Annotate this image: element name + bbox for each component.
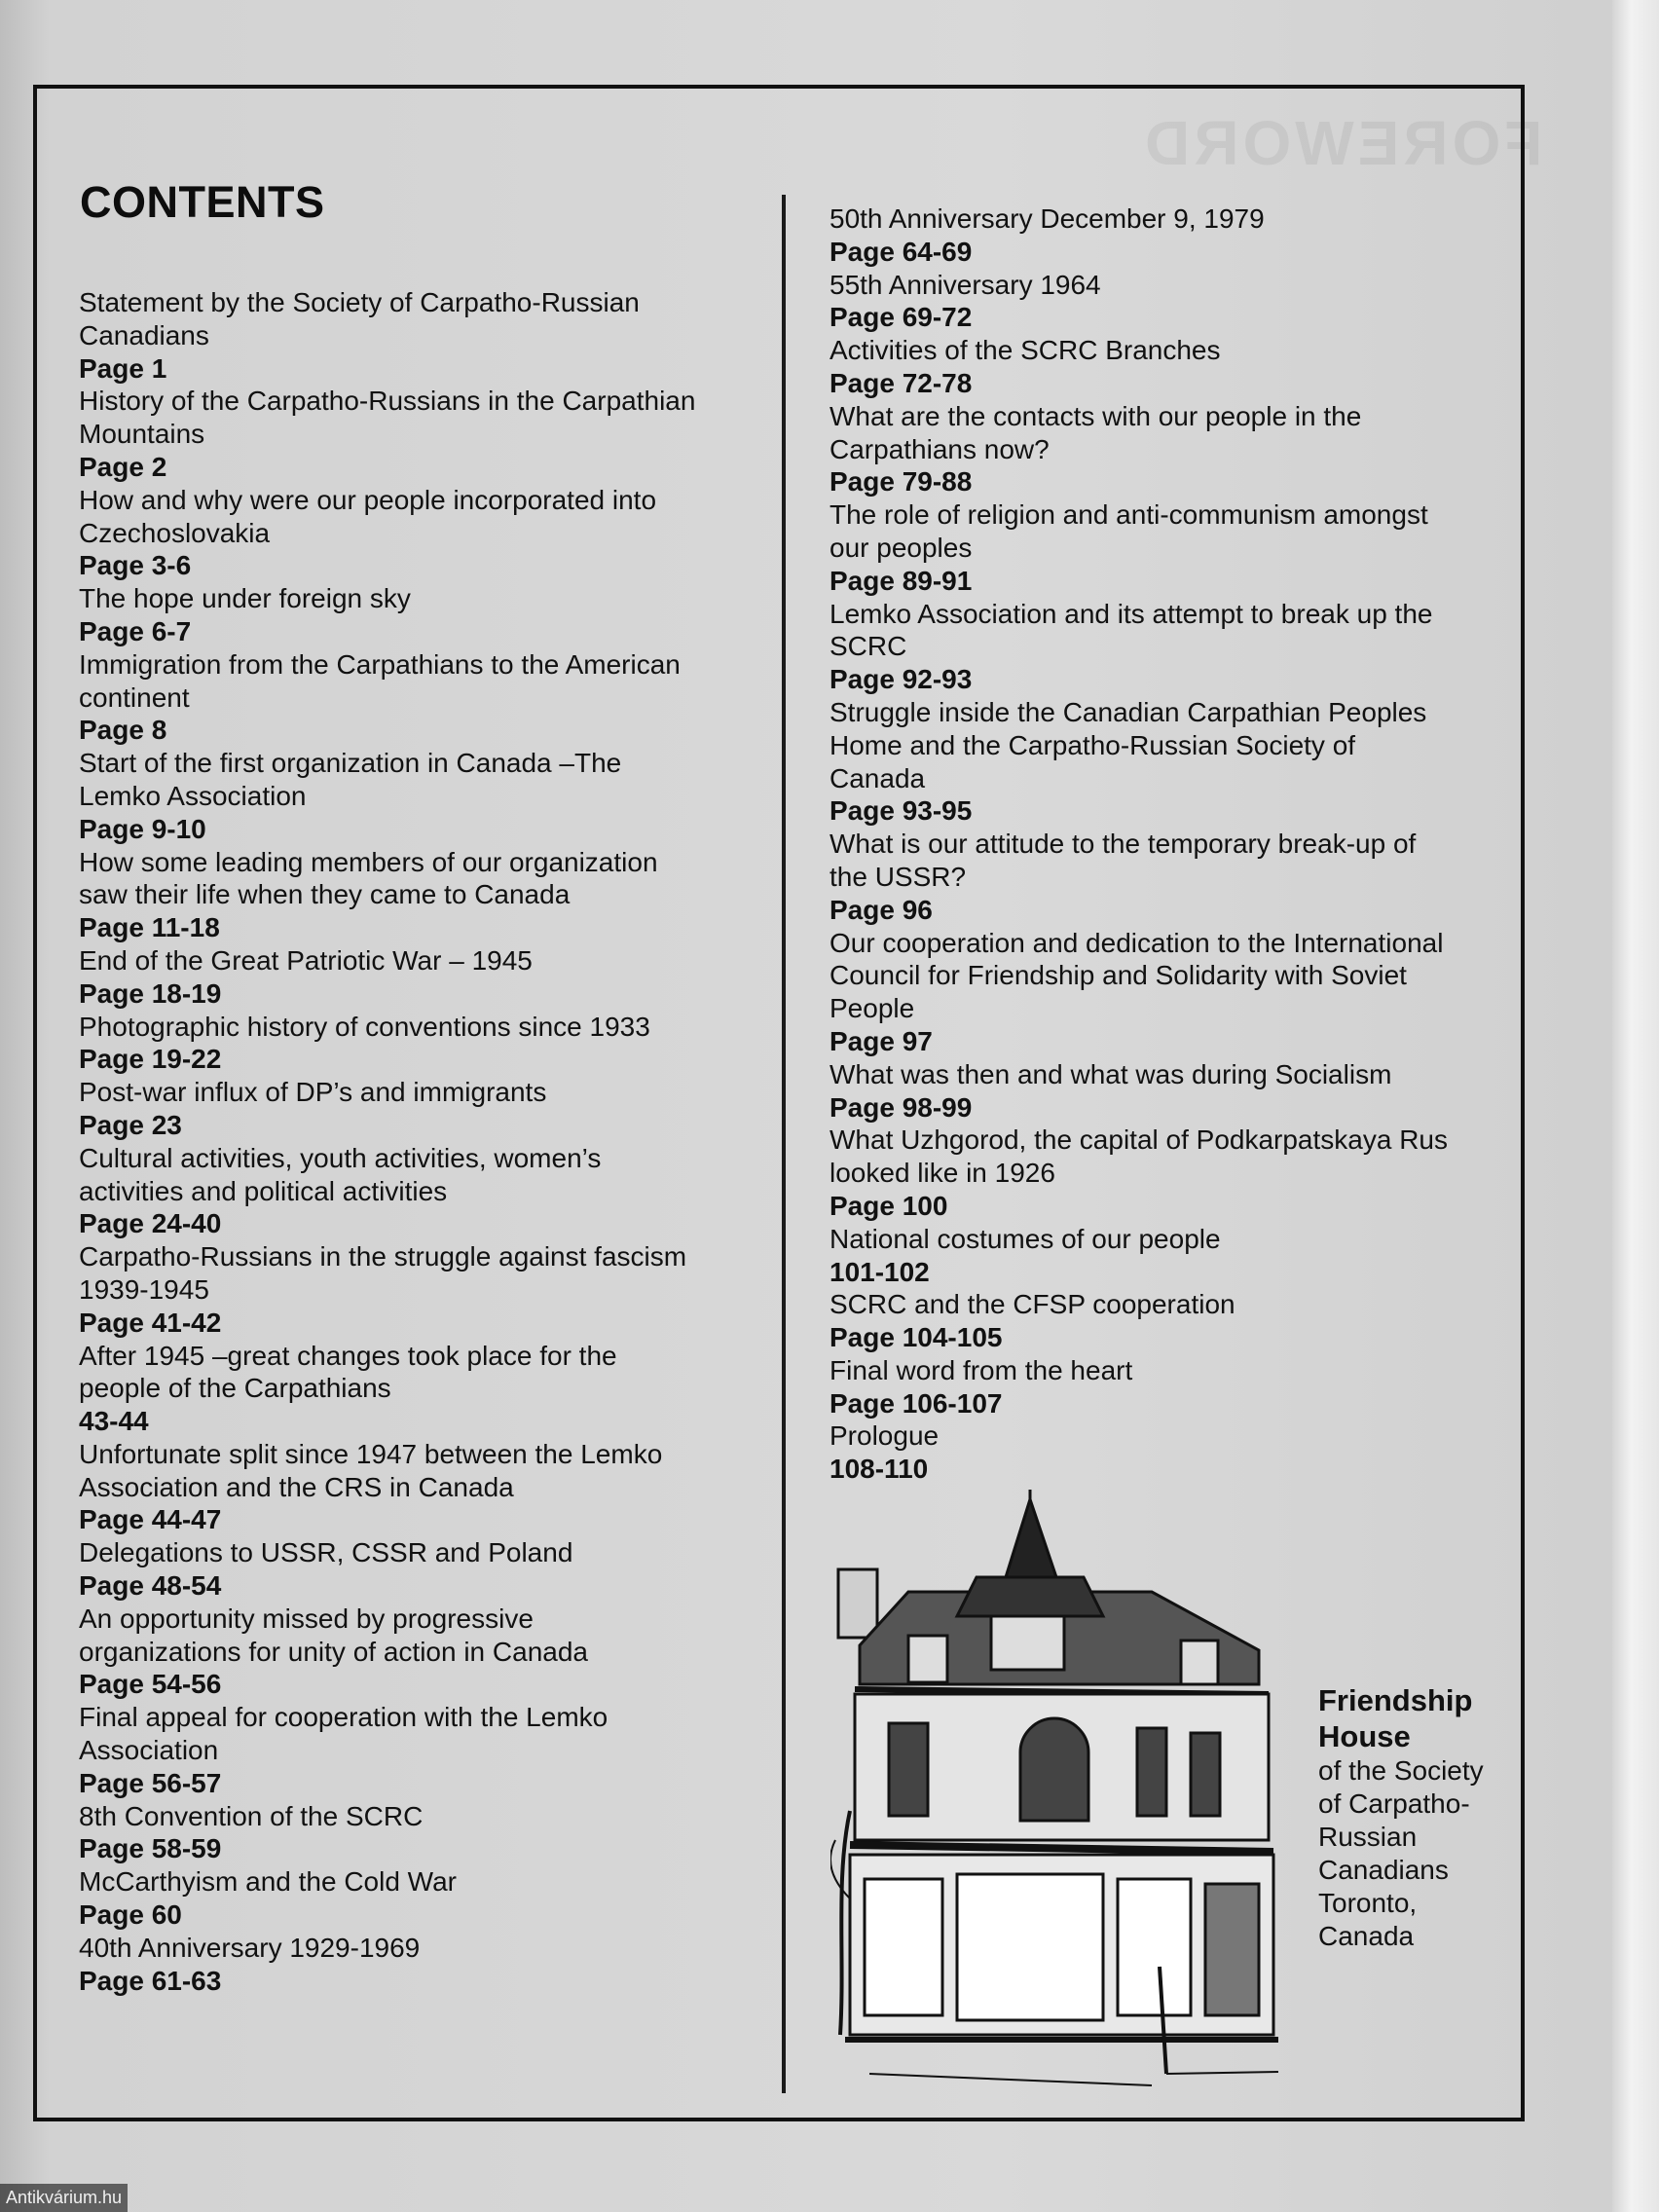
contents-entry: Final word from the heart Page 106-107: [830, 1354, 1133, 1419]
contents-entry: 55th Anniversary 1964 Page 69-72: [830, 269, 1101, 333]
contents-left-column: [79, 286, 702, 1997]
contents-entry: McCarthyism and the Cold War Page 60: [79, 1866, 457, 1931]
contents-entry: The role of religion and anti-communism amongst our peoples Page 89-91: [830, 499, 1428, 596]
friendship-house-illustration: [830, 1490, 1293, 2093]
contents-entry: Activities of the SCRC Branches Page 72-78: [830, 335, 1221, 398]
contents-entry: 40th Anniversary 1929-1969 Page 61-63: [79, 1932, 421, 1996]
contents-entry: Our cooperation and dedication to the International Council for Friendship and Solidarity with Soviet People Page 97: [830, 927, 1444, 1056]
contents-entry: Lemko Association and its attempt to break up the SCRC Page 92-93: [830, 598, 1433, 695]
contents-entry: Prologue 108-110: [830, 1420, 940, 1485]
contents-entry: How some leading members of our organization saw their life when they came to Canada Page 11-18: [79, 846, 658, 943]
contents-entry: History of the Carpatho-Russians in the Carpathian Mountains Page 2: [79, 386, 696, 482]
contents-entry: Statement by the Society of Carpatho-Russian Canadians Page 1: [79, 287, 640, 384]
contents-entry: After 1945 –great changes took place for the people of the Carpathians 43-44: [79, 1340, 617, 1437]
contents-entry: 50th Anniversary December 9, 1979 Page 64-69: [830, 203, 1265, 267]
contents-entry: How and why were our people incorporated into Czechoslovakia Page 3-6: [79, 484, 657, 581]
illustration-caption: [1318, 1682, 1513, 1953]
column-divider: [782, 195, 786, 2093]
contents-entry: 8th Convention of the SCRC Page 58-59: [79, 1800, 424, 1864]
contents-entry: The hope under foreign sky Page 6-7: [79, 583, 411, 646]
contents-entry: Struggle inside the Canadian Carpathian Peoples Home and the Carpatho-Russian Society of Canada Page 93-95: [830, 696, 1427, 827]
contents-entry: What was then and what was during Socialism Page 98-99: [830, 1058, 1392, 1123]
page-title: CONTENTS: [80, 177, 325, 227]
contents-entry: Post-war influx of DP’s and immigrants Page 23: [79, 1077, 547, 1140]
contents-entry: Photographic history of conventions since 1933 Page 19-22: [79, 1011, 650, 1075]
contents-entry: SCRC and the CFSP cooperation Page 104-105: [830, 1289, 1235, 1353]
page-binding-edge: [1612, 0, 1659, 2212]
contents-entry: Start of the first organization in Canada –The Lemko Association Page 9-10: [79, 748, 622, 844]
contents-entry: What Uzhgorod, the capital of Podkarpatskaya Rus looked like in 1926 Page 100: [830, 1124, 1449, 1221]
contents-entry: End of the Great Patriotic War – 1945 Page 18-19: [79, 944, 533, 1009]
contents-entry: Carpatho-Russians in the struggle against fascism 1939-1945 Page 41-42: [79, 1241, 687, 1338]
contents-entry: An opportunity missed by progressive organizations for unity of action in Canada Page 54-56: [79, 1603, 588, 1700]
contents-entry: Delegations to USSR, CSSR and Poland Page 48-54: [79, 1537, 573, 1602]
caption-title: Friendship House: [1318, 1683, 1473, 1753]
contents-entry: Cultural activities, youth activities, women’s activities and political activities Page 24-40: [79, 1142, 602, 1239]
contents-right-column: [830, 203, 1453, 1486]
bleed-through-heading: FOREWORD: [1140, 108, 1542, 178]
watermark: Antikvárium.hu: [0, 2184, 128, 2212]
contents-entry: National costumes of our people 101-102: [830, 1223, 1221, 1287]
contents-entry: Unfortunate split since 1947 between the Lemko Association and the CRS in Canada Page 44-47: [79, 1438, 663, 1535]
contents-entry: What are the contacts with our people in the Carpathians now? Page 79-88: [830, 400, 1362, 498]
contents-entry: Immigration from the Carpathians to the American continent Page 8: [79, 648, 681, 746]
contents-entry: What is our attitude to the temporary break-up of the USSR? Page 96: [830, 829, 1417, 925]
contents-entry: Final appeal for cooperation with the Lemko Association Page 56-57: [79, 1702, 608, 1798]
caption-body: of the Society of Carpatho-Russian Canadians Toronto, Canada: [1318, 1755, 1484, 1951]
